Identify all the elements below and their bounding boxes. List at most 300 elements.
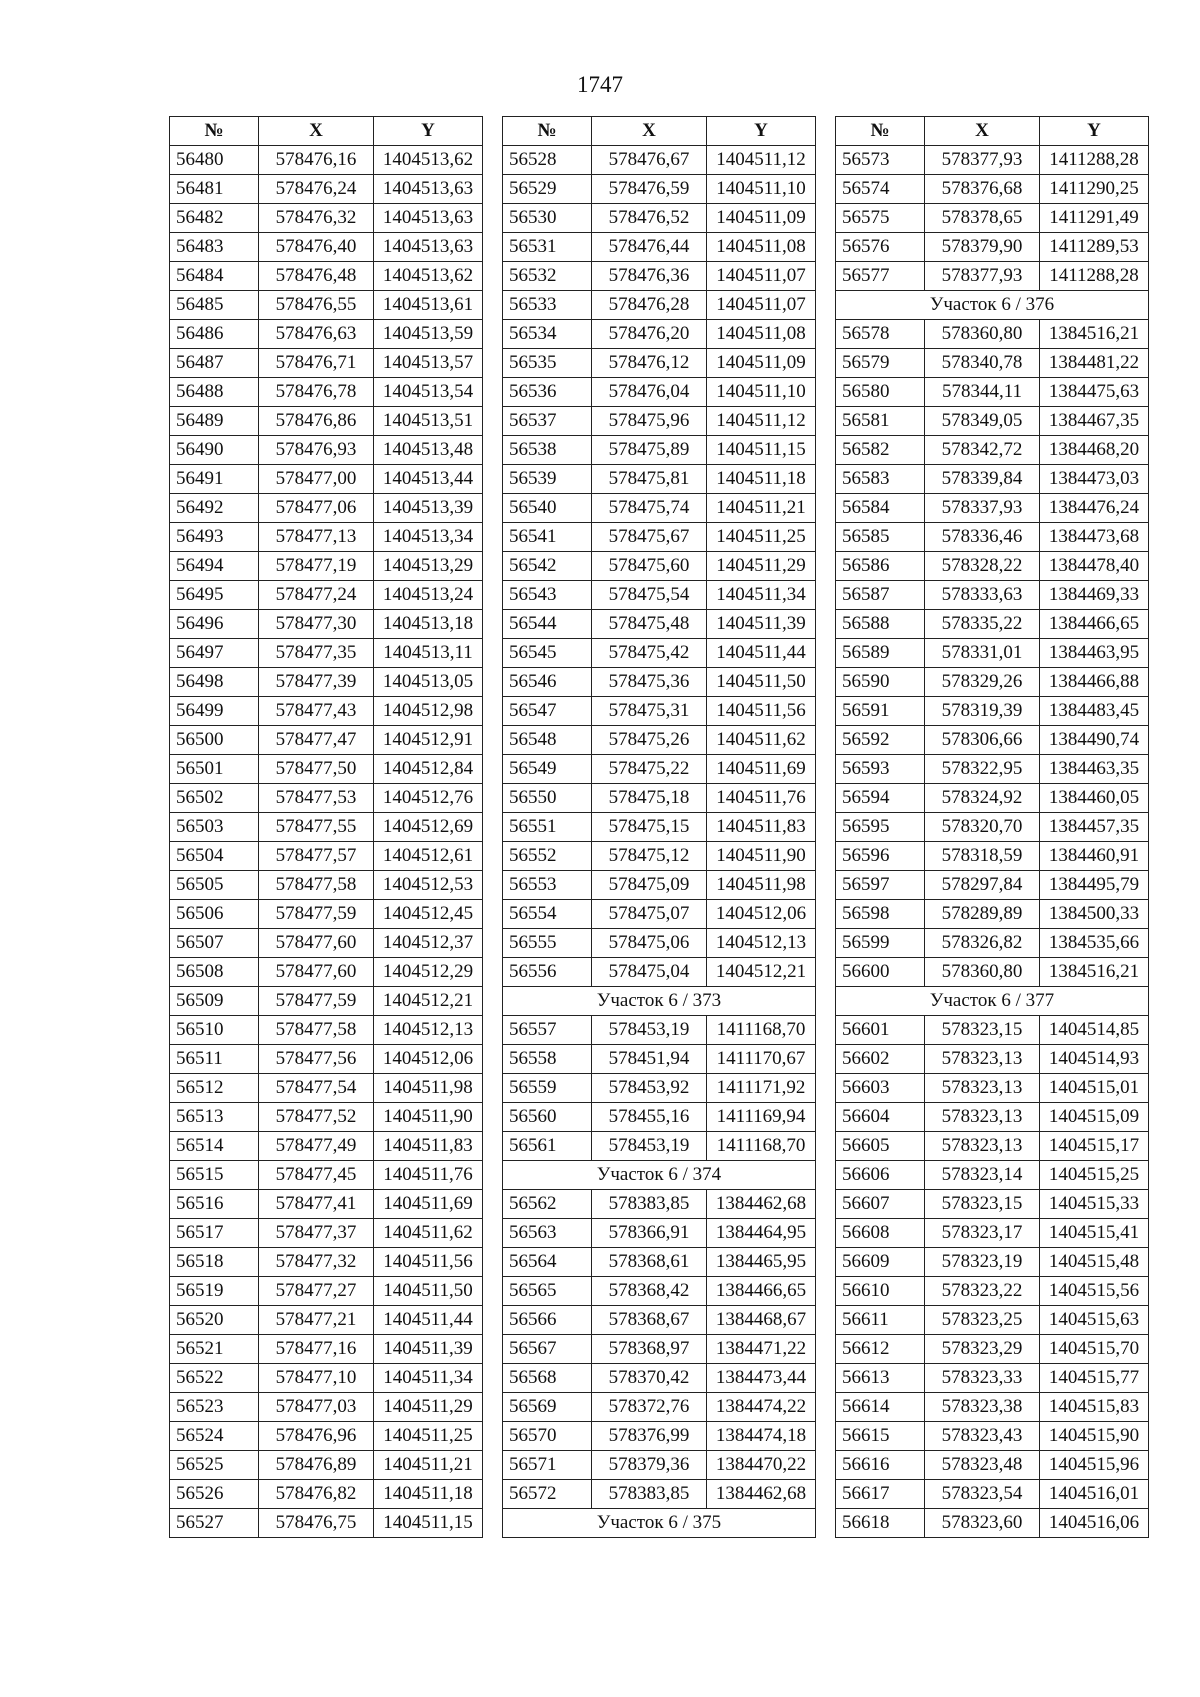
point-number-cell: 56559 [503,1074,592,1103]
y-coordinate-cell: 1404515,48 [1040,1248,1149,1277]
point-number-cell: 56484 [170,262,259,291]
column-header-y: Y [374,117,483,146]
x-coordinate-cell: 578368,61 [592,1248,707,1277]
table-row [503,813,816,842]
y-coordinate-cell: 1384469,33 [1040,581,1149,610]
point-number-cell: 56519 [170,1277,259,1306]
x-coordinate-cell: 578323,43 [925,1422,1040,1451]
table-row [170,1045,483,1074]
x-coordinate-cell: 578476,78 [259,378,374,407]
table-row [170,494,483,523]
x-coordinate-cell: 578323,13 [925,1045,1040,1074]
x-coordinate-cell: 578476,59 [592,175,707,204]
table-row [836,1509,1149,1538]
point-number-cell: 56563 [503,1219,592,1248]
x-coordinate-cell: 578326,82 [925,929,1040,958]
point-number-cell: 56523 [170,1393,259,1422]
point-number-cell: 56507 [170,929,259,958]
point-number-cell: 56590 [836,668,925,697]
point-number-cell: 56522 [170,1364,259,1393]
x-coordinate-cell: 578328,22 [925,552,1040,581]
table-row [836,668,1149,697]
table-row [836,349,1149,378]
point-number-cell: 56580 [836,378,925,407]
table-row [503,494,816,523]
y-coordinate-cell: 1404511,76 [707,784,816,813]
x-coordinate-cell: 578475,04 [592,958,707,987]
table-row [170,842,483,871]
table-row [836,407,1149,436]
x-coordinate-cell: 578322,95 [925,755,1040,784]
y-coordinate-cell: 1384466,65 [707,1277,816,1306]
table-row [503,407,816,436]
y-coordinate-cell: 1404515,01 [1040,1074,1149,1103]
point-number-cell: 56577 [836,262,925,291]
point-number-cell: 56490 [170,436,259,465]
table-row [503,349,816,378]
x-coordinate-cell: 578383,85 [592,1480,707,1509]
section-row [836,291,1149,320]
table-row [503,1074,816,1103]
point-number-cell: 56527 [170,1509,259,1538]
table-row [170,871,483,900]
y-coordinate-cell: 1384473,03 [1040,465,1149,494]
point-number-cell: 56509 [170,987,259,1016]
point-number-cell: 56597 [836,871,925,900]
y-coordinate-cell: 1404513,48 [374,436,483,465]
point-number-cell: 56567 [503,1335,592,1364]
x-coordinate-cell: 578475,42 [592,639,707,668]
y-coordinate-cell: 1404511,98 [707,871,816,900]
x-coordinate-cell: 578476,96 [259,1422,374,1451]
table-row [503,726,816,755]
point-number-cell: 56613 [836,1364,925,1393]
point-number-cell: 56558 [503,1045,592,1074]
point-number-cell: 56607 [836,1190,925,1219]
y-coordinate-cell: 1404515,41 [1040,1219,1149,1248]
point-number-cell: 56562 [503,1190,592,1219]
x-coordinate-cell: 578477,59 [259,987,374,1016]
y-coordinate-cell: 1384500,33 [1040,900,1149,929]
point-number-cell: 56588 [836,610,925,639]
x-coordinate-cell: 578476,89 [259,1451,374,1480]
section-row [503,1161,816,1190]
point-number-cell: 56586 [836,552,925,581]
table-row [170,987,483,1016]
table-row [170,146,483,175]
x-coordinate-cell: 578477,59 [259,900,374,929]
point-number-cell: 56574 [836,175,925,204]
point-number-cell: 56508 [170,958,259,987]
point-number-cell: 56483 [170,233,259,262]
x-coordinate-cell: 578476,67 [592,146,707,175]
table-row [170,1277,483,1306]
x-coordinate-cell: 578477,52 [259,1103,374,1132]
table-row [170,1335,483,1364]
y-coordinate-cell: 1384495,79 [1040,871,1149,900]
x-coordinate-cell: 578339,84 [925,465,1040,494]
table-row [503,610,816,639]
table-row [170,262,483,291]
point-number-cell: 56583 [836,465,925,494]
y-coordinate-cell: 1404511,21 [374,1451,483,1480]
y-coordinate-cell: 1404512,76 [374,784,483,813]
table-row [170,291,483,320]
point-number-cell: 56554 [503,900,592,929]
y-coordinate-cell: 1404511,09 [707,204,816,233]
table-row [836,1393,1149,1422]
table-row [170,755,483,784]
point-number-cell: 56579 [836,349,925,378]
x-coordinate-cell: 578323,13 [925,1132,1040,1161]
x-coordinate-cell: 578383,85 [592,1190,707,1219]
y-coordinate-cell: 1404511,50 [707,668,816,697]
y-coordinate-cell: 1404511,18 [707,465,816,494]
point-number-cell: 56545 [503,639,592,668]
table-row [170,1074,483,1103]
section-row [836,987,1149,1016]
point-number-cell: 56542 [503,552,592,581]
table-row [503,523,816,552]
table-row [503,1248,816,1277]
point-number-cell: 56535 [503,349,592,378]
point-number-cell: 56497 [170,639,259,668]
table-row [170,1509,483,1538]
table-row [170,523,483,552]
point-number-cell: 56568 [503,1364,592,1393]
x-coordinate-cell: 578475,54 [592,581,707,610]
y-coordinate-cell: 1404511,08 [707,320,816,349]
x-coordinate-cell: 578475,07 [592,900,707,929]
x-coordinate-cell: 578476,20 [592,320,707,349]
x-coordinate-cell: 578476,12 [592,349,707,378]
y-coordinate-cell: 1404512,21 [374,987,483,1016]
y-coordinate-cell: 1384473,68 [1040,523,1149,552]
table-row [836,465,1149,494]
y-coordinate-cell: 1404515,70 [1040,1335,1149,1364]
point-number-cell: 56606 [836,1161,925,1190]
point-number-cell: 56505 [170,871,259,900]
point-number-cell: 56615 [836,1422,925,1451]
y-coordinate-cell: 1384465,95 [707,1248,816,1277]
y-coordinate-cell: 1404513,63 [374,204,483,233]
table-row [503,465,816,494]
table-row [503,1219,816,1248]
table-row [503,1480,816,1509]
table-row [503,842,816,871]
y-coordinate-cell: 1404513,51 [374,407,483,436]
y-coordinate-cell: 1404513,29 [374,552,483,581]
x-coordinate-cell: 578368,42 [592,1277,707,1306]
point-number-cell: 56549 [503,755,592,784]
table-row [836,871,1149,900]
section-row [503,987,816,1016]
y-coordinate-cell: 1404515,56 [1040,1277,1149,1306]
y-coordinate-cell: 1384466,65 [1040,610,1149,639]
column-header-number: № [836,117,925,146]
y-coordinate-cell: 1404512,45 [374,900,483,929]
point-number-cell: 56530 [503,204,592,233]
y-coordinate-cell: 1404511,39 [707,610,816,639]
table-row [503,320,816,349]
x-coordinate-cell: 578331,01 [925,639,1040,668]
table-header-row [836,117,1149,146]
point-number-cell: 56537 [503,407,592,436]
table-row [170,1393,483,1422]
point-number-cell: 56525 [170,1451,259,1480]
table-row [503,668,816,697]
point-number-cell: 56569 [503,1393,592,1422]
y-coordinate-cell: 1404512,06 [707,900,816,929]
point-number-cell: 56492 [170,494,259,523]
x-coordinate-cell: 578477,57 [259,842,374,871]
y-coordinate-cell: 1404511,18 [374,1480,483,1509]
x-coordinate-cell: 578318,59 [925,842,1040,871]
y-coordinate-cell: 1404516,06 [1040,1509,1149,1538]
table-row [836,1161,1149,1190]
x-coordinate-cell: 578342,72 [925,436,1040,465]
y-coordinate-cell: 1404515,63 [1040,1306,1149,1335]
y-coordinate-cell: 1384516,21 [1040,320,1149,349]
table-row [503,262,816,291]
point-number-cell: 56487 [170,349,259,378]
y-coordinate-cell: 1404513,62 [374,146,483,175]
table-row [170,204,483,233]
x-coordinate-cell: 578477,54 [259,1074,374,1103]
table-row [836,1016,1149,1045]
point-number-cell: 56600 [836,958,925,987]
table-row [503,552,816,581]
y-coordinate-cell: 1404513,63 [374,175,483,204]
x-coordinate-cell: 578477,58 [259,1016,374,1045]
y-coordinate-cell: 1384474,18 [707,1422,816,1451]
table-row [836,726,1149,755]
table-header-row [503,117,816,146]
point-number-cell: 56610 [836,1277,925,1306]
x-coordinate-cell: 578323,33 [925,1364,1040,1393]
point-number-cell: 56587 [836,581,925,610]
x-coordinate-cell: 578476,40 [259,233,374,262]
table-row [836,204,1149,233]
point-number-cell: 56573 [836,146,925,175]
x-coordinate-cell: 578370,42 [592,1364,707,1393]
table-row [836,175,1149,204]
y-coordinate-cell: 1384460,05 [1040,784,1149,813]
x-coordinate-cell: 578477,39 [259,668,374,697]
point-number-cell: 56609 [836,1248,925,1277]
x-coordinate-cell: 578368,97 [592,1335,707,1364]
x-coordinate-cell: 578475,31 [592,697,707,726]
point-number-cell: 56544 [503,610,592,639]
y-coordinate-cell: 1404513,34 [374,523,483,552]
table-row [503,436,816,465]
point-number-cell: 56528 [503,146,592,175]
x-coordinate-cell: 578323,54 [925,1480,1040,1509]
x-coordinate-cell: 578453,19 [592,1016,707,1045]
x-coordinate-cell: 578477,53 [259,784,374,813]
section-heading: Участок 6 / 375 [503,1509,816,1538]
y-coordinate-cell: 1404511,15 [707,436,816,465]
table-row [170,465,483,494]
point-number-cell: 56511 [170,1045,259,1074]
table-row [503,1045,816,1074]
y-coordinate-cell: 1404511,15 [374,1509,483,1538]
x-coordinate-cell: 578476,75 [259,1509,374,1538]
table-row [170,175,483,204]
x-coordinate-cell: 578323,15 [925,1190,1040,1219]
table-row [836,1074,1149,1103]
table-row [170,1161,483,1190]
point-number-cell: 56480 [170,146,259,175]
table-row [503,204,816,233]
table-row [170,1016,483,1045]
point-number-cell: 56543 [503,581,592,610]
x-coordinate-cell: 578476,36 [592,262,707,291]
table-row [503,233,816,262]
table-row [503,1451,816,1480]
y-coordinate-cell: 1404513,54 [374,378,483,407]
x-coordinate-cell: 578306,66 [925,726,1040,755]
table-row [503,1132,816,1161]
y-coordinate-cell: 1404511,56 [707,697,816,726]
x-coordinate-cell: 578475,60 [592,552,707,581]
table-row [170,1248,483,1277]
table-row [836,1451,1149,1480]
y-coordinate-cell: 1384464,95 [707,1219,816,1248]
y-coordinate-cell: 1404512,29 [374,958,483,987]
x-coordinate-cell: 578320,70 [925,813,1040,842]
table-row [836,494,1149,523]
table-row [170,639,483,668]
table-row [836,233,1149,262]
x-coordinate-cell: 578366,91 [592,1219,707,1248]
table-row [170,726,483,755]
y-coordinate-cell: 1384457,35 [1040,813,1149,842]
point-number-cell: 56521 [170,1335,259,1364]
x-coordinate-cell: 578477,00 [259,465,374,494]
point-number-cell: 56576 [836,233,925,262]
column-header-x: X [259,117,374,146]
y-coordinate-cell: 1404514,85 [1040,1016,1149,1045]
x-coordinate-cell: 578476,63 [259,320,374,349]
x-coordinate-cell: 578475,48 [592,610,707,639]
point-number-cell: 56608 [836,1219,925,1248]
x-coordinate-cell: 578476,04 [592,378,707,407]
table-row [170,581,483,610]
table-row [170,436,483,465]
point-number-cell: 56582 [836,436,925,465]
point-number-cell: 56598 [836,900,925,929]
x-coordinate-cell: 578476,52 [592,204,707,233]
point-number-cell: 56501 [170,755,259,784]
y-coordinate-cell: 1404511,09 [707,349,816,378]
point-number-cell: 56512 [170,1074,259,1103]
y-coordinate-cell: 1411288,28 [1040,146,1149,175]
point-number-cell: 56557 [503,1016,592,1045]
point-number-cell: 56547 [503,697,592,726]
point-number-cell: 56499 [170,697,259,726]
table-row [170,813,483,842]
y-coordinate-cell: 1404514,93 [1040,1045,1149,1074]
table-row [170,958,483,987]
point-number-cell: 56482 [170,204,259,233]
point-number-cell: 56560 [503,1103,592,1132]
x-coordinate-cell: 578477,06 [259,494,374,523]
x-coordinate-cell: 578475,15 [592,813,707,842]
x-coordinate-cell: 578477,50 [259,755,374,784]
point-number-cell: 56584 [836,494,925,523]
x-coordinate-cell: 578376,99 [592,1422,707,1451]
point-number-cell: 56589 [836,639,925,668]
y-coordinate-cell: 1404511,69 [707,755,816,784]
y-coordinate-cell: 1404515,17 [1040,1132,1149,1161]
table-row [170,929,483,958]
table-row [170,1422,483,1451]
point-number-cell: 56599 [836,929,925,958]
table-row [836,581,1149,610]
y-coordinate-cell: 1404511,69 [374,1190,483,1219]
y-coordinate-cell: 1384516,21 [1040,958,1149,987]
y-coordinate-cell: 1411291,49 [1040,204,1149,233]
y-coordinate-cell: 1404511,83 [374,1132,483,1161]
point-number-cell: 56546 [503,668,592,697]
x-coordinate-cell: 578323,14 [925,1161,1040,1190]
y-coordinate-cell: 1384490,74 [1040,726,1149,755]
y-coordinate-cell: 1404515,77 [1040,1364,1149,1393]
y-coordinate-cell: 1404515,25 [1040,1161,1149,1190]
table-row [503,958,816,987]
y-coordinate-cell: 1404511,62 [374,1219,483,1248]
point-number-cell: 56552 [503,842,592,871]
y-coordinate-cell: 1404512,91 [374,726,483,755]
x-coordinate-cell: 578335,22 [925,610,1040,639]
point-number-cell: 56498 [170,668,259,697]
y-coordinate-cell: 1404515,90 [1040,1422,1149,1451]
x-coordinate-cell: 578475,26 [592,726,707,755]
y-coordinate-cell: 1411171,92 [707,1074,816,1103]
x-coordinate-cell: 578453,19 [592,1132,707,1161]
y-coordinate-cell: 1384468,67 [707,1306,816,1335]
x-coordinate-cell: 578323,13 [925,1103,1040,1132]
table-row [170,697,483,726]
x-coordinate-cell: 578475,89 [592,436,707,465]
table-row [503,1103,816,1132]
x-coordinate-cell: 578475,12 [592,842,707,871]
point-number-cell: 56491 [170,465,259,494]
y-coordinate-cell: 1384468,20 [1040,436,1149,465]
x-coordinate-cell: 578323,15 [925,1016,1040,1045]
point-number-cell: 56500 [170,726,259,755]
table-row [836,1422,1149,1451]
point-number-cell: 56485 [170,291,259,320]
point-number-cell: 56602 [836,1045,925,1074]
point-number-cell: 56570 [503,1422,592,1451]
point-number-cell: 56571 [503,1451,592,1480]
y-coordinate-cell: 1404515,33 [1040,1190,1149,1219]
x-coordinate-cell: 578336,46 [925,523,1040,552]
x-coordinate-cell: 578323,13 [925,1074,1040,1103]
y-coordinate-cell: 1411289,53 [1040,233,1149,262]
point-number-cell: 56614 [836,1393,925,1422]
table-row [503,175,816,204]
point-number-cell: 56520 [170,1306,259,1335]
y-coordinate-cell: 1411288,28 [1040,262,1149,291]
x-coordinate-cell: 578475,22 [592,755,707,784]
y-coordinate-cell: 1404511,10 [707,175,816,204]
x-coordinate-cell: 578477,13 [259,523,374,552]
x-coordinate-cell: 578477,35 [259,639,374,668]
y-coordinate-cell: 1404511,29 [374,1393,483,1422]
